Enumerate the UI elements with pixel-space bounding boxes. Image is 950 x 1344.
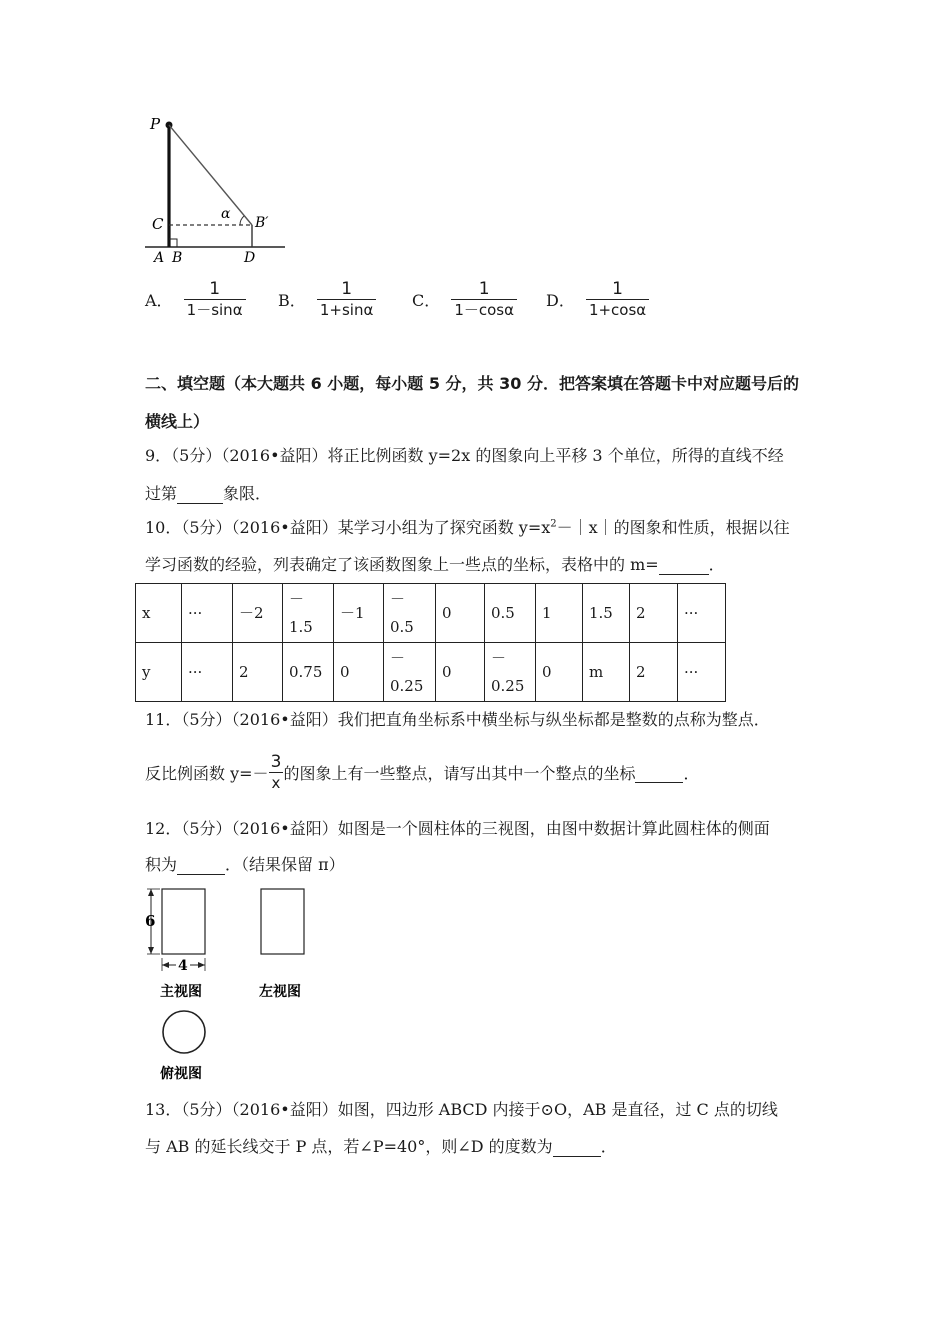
option-b-fraction: [317, 279, 377, 320]
front-view-caption: 主视图: [160, 984, 202, 1000]
label-b: B: [172, 250, 183, 265]
table-row: [136, 643, 726, 702]
label-alpha: α: [221, 206, 231, 222]
table-cell: 0: [536, 643, 583, 702]
table-cell: 0: [436, 584, 485, 643]
height-arrow-bottom: [148, 947, 154, 954]
q11-line2-end: ．: [683, 764, 700, 783]
q9-line2-pre: 过第: [145, 484, 178, 503]
table-row: [136, 584, 726, 643]
q10-line2: [145, 552, 725, 575]
q11-line1: 11．（5分）（2016•益阳）我们把直角坐标系中横坐标与纵坐标都是整数的点称为整点．: [145, 710, 770, 729]
option-a-den: 1－sinα: [184, 299, 246, 320]
top-view-circle: [163, 1011, 205, 1053]
table-cell: 2: [630, 643, 678, 702]
table-cell: 2: [630, 584, 678, 643]
figure-q8: [140, 110, 290, 265]
left-view-rect: [261, 889, 304, 954]
table-cell: y: [136, 643, 182, 702]
option-d-label: D．: [546, 291, 575, 310]
label-c: C: [152, 215, 164, 233]
angle-arc: [240, 216, 244, 225]
label-b-prime: B′: [255, 215, 269, 231]
table-cell: － 0.5: [384, 584, 436, 643]
width-arrow-right: [198, 962, 205, 968]
table-cell: ···: [678, 584, 726, 643]
width-label: 4: [178, 958, 188, 974]
table-cell: ···: [182, 584, 233, 643]
table-cell: 0.75: [283, 643, 334, 702]
table-cell: 0: [436, 643, 485, 702]
q11-line2-post: 的图象上有一些整点，请写出其中一个整点的坐标: [283, 764, 636, 783]
option-d-den: 1+cosα: [586, 299, 649, 320]
q9-line1: 9．（5分）（2016•益阳）将正比例函数 y=2x 的图象向上平移 3 个单位，所得的直线不经: [145, 446, 784, 465]
left-view-caption: 左视图: [259, 984, 301, 1000]
q13-line2-post: ．: [600, 1137, 617, 1156]
option-c-label: C．: [412, 291, 441, 310]
section2-title-line1: 二、填空题（本大题共 6 小题，每小题 5 分，共 30 分．把答案填在答题卡中对应题号后的: [145, 374, 799, 393]
q10-line2-post: ．: [708, 555, 725, 574]
q10-superscript: 2: [550, 518, 557, 530]
q12-line2-pre: 积为: [145, 855, 178, 874]
q13-answer-blank[interactable]: [553, 1137, 601, 1157]
three-view-figure: [138, 882, 328, 1087]
q10-line2-pre: 学习函数的经验，列表确定了该函数图象上一些点的坐标，表格中的 m=: [145, 555, 659, 574]
q10-answer-blank[interactable]: [659, 555, 709, 575]
top-view-caption: 俯视图: [160, 1066, 202, 1082]
q9-answer-blank[interactable]: [177, 484, 223, 504]
label-d: D: [244, 250, 256, 265]
table-cell: － 0.25: [384, 643, 436, 702]
option-a-label: A．: [145, 291, 173, 310]
q13-line2-pre: 与 AB 的延长线交于 P 点，若∠P=40°，则∠D 的度数为: [145, 1137, 553, 1156]
option-c-den: 1－cosα: [451, 299, 517, 320]
q13-line1: 13．（5分）（2016•益阳）如图，四边形 ABCD 内接于⊙O，AB 是直径，过 C 点的切线: [145, 1100, 778, 1119]
option-a-num: 1: [209, 279, 221, 299]
table-cell: x: [136, 584, 182, 643]
q9-line2: [145, 481, 271, 504]
section2-title-line2: 横线上）: [145, 412, 210, 431]
width-arrow-left: [162, 962, 169, 968]
q12-line2-post: ．（结果保留 π）: [225, 855, 345, 874]
table-cell: －2: [233, 584, 283, 643]
option-b-label: B．: [278, 291, 306, 310]
q12-answer-blank[interactable]: [177, 855, 225, 875]
table-cell: － 0.25: [485, 643, 536, 702]
front-view-rect: [162, 889, 205, 954]
height-label: 6: [145, 912, 156, 930]
option-d-num: 1: [612, 279, 623, 299]
height-arrow-top: [148, 889, 154, 896]
q11-frac-num: 3: [270, 752, 282, 772]
table-cell: 2: [233, 643, 283, 702]
label-a: A: [154, 250, 165, 265]
option-a-fraction: [184, 279, 246, 320]
q10-line1-pre: 10．（5分）（2016•益阳）某学习小组为了探究函数 y=x: [145, 518, 551, 537]
option-d-fraction: [586, 279, 649, 320]
table-cell: －1: [334, 584, 384, 643]
table-cell: ···: [182, 643, 233, 702]
option-c-num: 1: [478, 279, 490, 299]
option-c[interactable]: [412, 279, 517, 320]
q11-line2: [145, 752, 699, 793]
q11-fraction: [269, 752, 284, 793]
table-cell: 0: [334, 643, 384, 702]
option-d[interactable]: [546, 279, 649, 320]
table-cell: 1.5: [583, 584, 630, 643]
option-a[interactable]: [145, 279, 246, 320]
table-cell: 1: [536, 584, 583, 643]
q12-line2: [145, 852, 345, 875]
option-b[interactable]: [278, 279, 376, 320]
q10-line1: [145, 515, 790, 538]
table-cell: 0.5: [485, 584, 536, 643]
q13-line2: [145, 1134, 617, 1157]
option-c-fraction: [451, 279, 517, 320]
q10-line1-post: －｜x｜的图象和性质，根据以往: [556, 518, 790, 537]
sight-line: [169, 125, 252, 225]
option-b-den: 1+sinα: [317, 299, 377, 320]
q10-table: [135, 583, 726, 702]
option-b-num: 1: [341, 279, 353, 299]
q12-line1: 12．（5分）（2016•益阳）如图是一个圆柱体的三视图，由图中数据计算此圆柱体的侧面: [145, 819, 770, 838]
q9-line2-post: 象限．: [223, 484, 272, 503]
q11-line2-pre: 反比例函数 y=－: [145, 764, 269, 783]
q11-answer-blank[interactable]: [635, 763, 683, 783]
table-cell: － 1.5: [283, 584, 334, 643]
label-p: P: [150, 115, 161, 133]
q10-table-body: [136, 584, 726, 702]
q11-frac-den: x: [269, 772, 284, 793]
table-cell: m: [583, 643, 630, 702]
table-cell: ···: [678, 643, 726, 702]
